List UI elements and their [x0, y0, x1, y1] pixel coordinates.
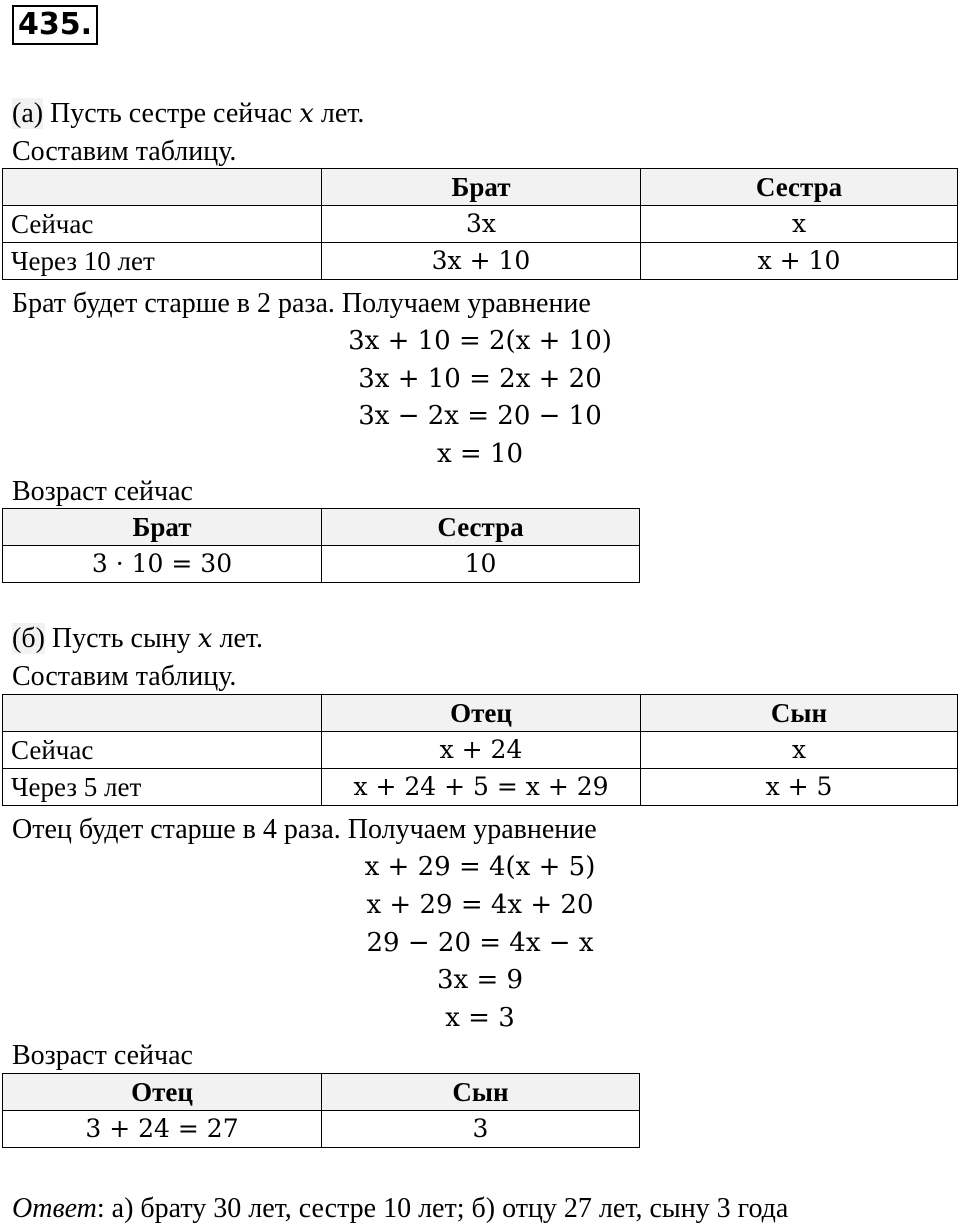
- table-cell: x: [641, 206, 958, 243]
- part-b-table-header-empty: [3, 695, 322, 732]
- table-cell: 3 · 10 = 30: [3, 546, 322, 583]
- table-cell: Сейчас: [3, 206, 322, 243]
- part-a-equation-4: x = 10: [436, 439, 524, 469]
- table-cell: x + 24 + 5 = x + 29: [322, 769, 641, 806]
- part-a-intro-end: лет.: [320, 98, 365, 129]
- part-a-intro-text: Пусть сестре сейчас: [50, 98, 293, 129]
- part-a-table: [2, 168, 958, 280]
- problem-number: 435.: [12, 5, 98, 45]
- table-cell: Сейчас: [3, 732, 322, 769]
- table-row: [3, 1111, 640, 1148]
- table-cell: x + 24: [322, 732, 641, 769]
- answer-label: Ответ: [12, 1193, 97, 1224]
- part-b-intro-var: x: [197, 624, 213, 654]
- part-a-intro: [12, 97, 364, 131]
- table-cell: Через 5 лет: [3, 769, 322, 806]
- table-cell: x + 10: [641, 243, 958, 280]
- part-b-age-table: [2, 1073, 640, 1148]
- answer: [12, 1192, 788, 1226]
- table-cell: 3 + 24 = 27: [3, 1111, 322, 1148]
- part-b-table: [2, 694, 958, 806]
- table-cell: 3x + 10: [322, 243, 641, 280]
- part-a-table-caption: Составим таблицу.: [12, 136, 237, 167]
- part-a-equation-1: 3x + 10 = 2(x + 10): [348, 326, 612, 356]
- table-row: [3, 769, 958, 806]
- table-row: [3, 546, 640, 583]
- table-cell: 10: [322, 546, 640, 583]
- part-a-intro-var: x: [299, 99, 314, 129]
- part-a-age-header-brother: Брат: [3, 509, 322, 546]
- part-b-intro: [12, 622, 263, 656]
- part-b-intro-end: лет.: [219, 623, 263, 654]
- part-b-equation-3: 29 − 20 = 4x − x: [366, 928, 594, 958]
- table-cell: x: [641, 732, 958, 769]
- part-a-table-header-brother: Брат: [322, 169, 641, 206]
- answer-text: : а) брату 30 лет, сестре 10 лет; б) отцу 27 лет, сыну 3 года: [96, 1193, 789, 1224]
- table-row: [3, 243, 958, 280]
- part-b-equation-4: 3x = 9: [436, 965, 524, 995]
- part-b-label: (б): [12, 623, 45, 654]
- table-cell: 3x: [322, 206, 641, 243]
- part-a-age-caption: Возраст сейчас: [12, 476, 193, 507]
- part-b-table-header-father: Отец: [322, 695, 641, 732]
- part-a-age-header-sister: Сестра: [322, 509, 640, 546]
- part-b-age-caption: Возраст сейчас: [12, 1040, 193, 1071]
- table-cell: Через 10 лет: [3, 243, 322, 280]
- part-a-equation-intro: Брат будет старше в 2 раза. Получаем уравнение: [12, 288, 591, 319]
- part-b-age-header-son: Сын: [322, 1074, 640, 1111]
- part-b-age-header-father: Отец: [3, 1074, 322, 1111]
- part-b-equation-5: x = 3: [445, 1003, 515, 1033]
- part-b-table-header-son: Сын: [641, 695, 958, 732]
- part-b-equation-1: x + 29 = 4(x + 5): [364, 852, 596, 882]
- part-a-age-table: [2, 508, 640, 583]
- part-a-equation-2: 3x + 10 = 2x + 20: [358, 364, 602, 394]
- part-a-table-header-sister: Сестра: [641, 169, 958, 206]
- part-b-intro-text: Пусть сыну: [51, 623, 191, 654]
- part-b-equation-intro: Отец будет старше в 4 раза. Получаем уравнение: [12, 814, 597, 845]
- part-a-equation-3: 3x − 2x = 20 − 10: [358, 401, 602, 431]
- part-b-table-caption: Составим таблицу.: [12, 661, 237, 692]
- table-row: [3, 206, 958, 243]
- table-cell: 3: [322, 1111, 640, 1148]
- table-row: [3, 732, 958, 769]
- part-a-table-header-empty: [3, 169, 322, 206]
- table-cell: x + 5: [641, 769, 958, 806]
- part-b-equation-2: x + 29 = 4x + 20: [366, 890, 594, 920]
- part-a-label: (а): [12, 98, 44, 129]
